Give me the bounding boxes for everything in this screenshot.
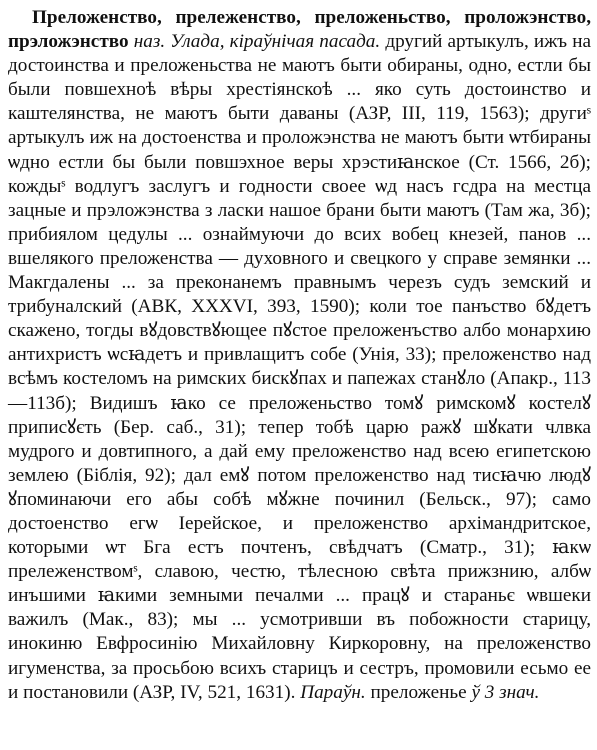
entry-body: другий артыкулъ, ижъ на достоинства и преложеньства не маютъ быти обираны, одно, естли бы были повшехноѣ вѣры хрестіянскоѣ ... яко суть достоинство и каштелянства, не маютъ быти даваны (АЗР, III, 119, 1563); другиˢ артыкулъ иж на достоенства и проложэнства не маютъ быти ѡтбираны ѡдно естли бы были повшэхное веры хрэстиꙗнское (Ст. 1566, 2б); кождыˢ водлугъ заслугъ и годности своее ѡд насъ гсдра на местца зацные и прэложэнства з ласки нашое брани быти маютъ (Там жа, 3б); прибиялом цедулы ... ознаймуючи до всих вобец кнезей, панов ... вшелякого преложенства — духовного и свецкого у справе земянки ... Макгдалены ... за преконанемъ правнымъ черезъ судъ земский и трибуналский (АВК, XXXVI, 393, 1590); коли тое панъство бꙋдетъ скажено, тогды вꙋдовствꙋющее пꙋстое преложенъство албо монархию антихристъ ѡсꙗдетъ и привлащитъ собе (Унія, 33); преложенство над всѣмъ костеломъ на римских бискꙋпах и папежах станꙋло (Апакр., 113—113б); Видишъ ꙗко се преложеньство томꙋ римскомꙋ костелꙋ приписꙋєть (Бер. саб., 31); тепер тобѣ царю ражꙋ шꙋкати члвка мудрого и довтипного, а дай ему преложенство над всею египетскою землею (Біблія, 92); дал емꙋ потом преложенство над тисꙗчю людꙋ ꙋпоминаючи его абы собѣ мꙋжне починил (Бельск., 97); само достоенство егѡ Іерейское, и преложенство архімандритское, которыми ѡт Бга естъ почтенъ, свѣдчатъ (Сматр., 31); ꙗкѡ прележенствомˢ, славою, честю, тѣлесною свѣта прижзнию, албѡ инъшими ꙗкими земными печалми ... працꙋ и стараньє ѡвшеки важилъ (Мак., 83); мы ... усмотривши въ побожности старицу, инокиню Евфросинію Михайловну Киркоровну, на преложенство игуменства, за просьбою всихъ старицъ и сестръ, промовили есьмо ее и постановили (АЗР, IV, 521, 1631). — [8, 31, 592, 703]
entry-cf-label: Параўн. — [300, 681, 366, 703]
entry-cf-sense: ў 3 знач. — [471, 681, 540, 703]
entry-cf-text: преложенье — [370, 681, 467, 703]
entry-headword: Преложенство, прележенство, преложеньство, проложэнство, прэложэнство — [8, 7, 591, 53]
dictionary-entry — [8, 6, 591, 705]
entry-grammar: наз. Улада, кіраўнічая пасада. — [133, 31, 381, 53]
